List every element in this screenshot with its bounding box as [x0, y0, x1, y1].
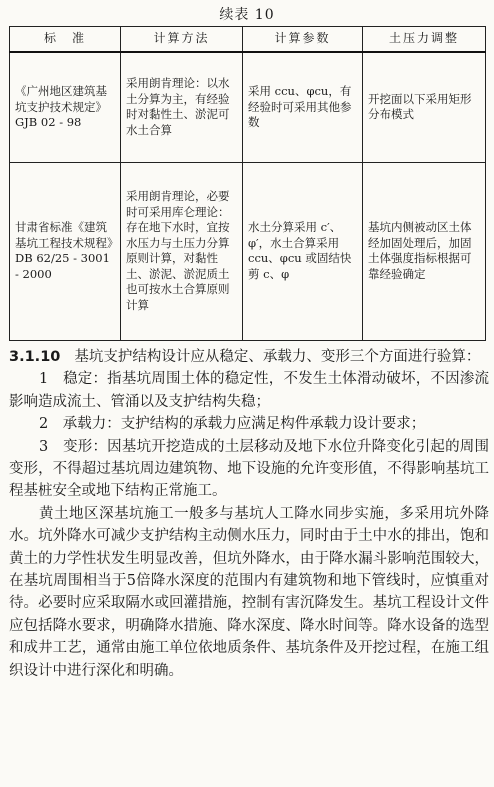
- table-header-row: [10, 27, 486, 53]
- cell-adjust: 基坑内侧被动区土体经加固处理后，加固土体强度指标根据可靠经验确定: [363, 162, 486, 341]
- cell-params: 水土分算采用 c′、φ′，水土合算采用 ccu、φcu 或固结快剪 c、φ: [243, 162, 363, 341]
- cell-method: 采用朗肯理论：以水土分算为主，有经验时对黏性土、淤泥可水土合算: [121, 52, 243, 162]
- list-item: 2 承载力：支护结构的承载力应满足构件承载力设计要求；: [39, 416, 426, 433]
- paragraph: 黄土地区深基坑施工一般多与基坑人工降水同步实施，多采用坑外降水。坑外降水可减少支护结构主动侧水压力，同时由于土中水的排出，饱和黄土的力学性状发生明显改善，但坑外降水，由于降水漏斗影响范围较大，在基坑周围相当于5倍降水深度的范围内有建筑物和地下管线时，应慎重对待。必要时应采取隔水或回灌措施，控制有害沉降发生。基坑工程设计文件应包括降水要求，明确降水措施、降水深度、降水时间等。降水设备的选型和成井工艺，通常由施工单位依地质条件、基坑条件及开挖过程，在施工组织设计中进行深化和明确。: [9, 505, 489, 679]
- body-text: [9, 346, 489, 682]
- list-item: 1 稳定：指基坑周围土体的稳定性，不发生土体滑动破坏，不因渗流影响造成流土、管涌以及支护结构失稳；: [9, 371, 489, 410]
- table-row: [10, 162, 486, 341]
- section-number: 3.1.10: [9, 349, 61, 365]
- cell-standard: 《广州地区建筑基坑支护技术规定》GJB 02 - 98: [10, 52, 121, 162]
- table-caption: 续表 10: [219, 7, 275, 23]
- header-method: 计算方法: [121, 27, 243, 53]
- cell-adjust: 开挖面以下采用矩形分布模式: [363, 52, 486, 162]
- standards-table: [9, 26, 486, 341]
- cell-standard: 甘肃省标准《建筑基坑工程技术规程》DB 62/25 - 3001 - 2000: [10, 162, 121, 341]
- cell-method: 采用朗肯理论，必要时可采用库仑理论：存在地下水时，宜按水压力与土压力分算原则计算，对黏性土、淤泥、淤泥质土也可按水土合算原则计算: [121, 162, 243, 341]
- list-item: 3 变形：因基坑开挖造成的土层移动及地下水位升降变化引起的周围变形，不得超过基坑周边建筑物、地下设施的允许变形值，不得影响基坑工程基桩安全或地下结构正常施工。: [9, 438, 489, 500]
- header-adjust: 土压力调整: [363, 27, 486, 53]
- header-params: 计算参数: [243, 27, 363, 53]
- table-row: [10, 52, 486, 162]
- section-heading: [9, 346, 489, 368]
- cell-params: 采用 ccu、φcu，有经验时可采用其他参数: [243, 52, 363, 162]
- header-standard: 标 准: [10, 27, 121, 53]
- section-intro: 基坑支护结构设计应从稳定、承载力、变形三个方面进行验算：: [74, 349, 481, 365]
